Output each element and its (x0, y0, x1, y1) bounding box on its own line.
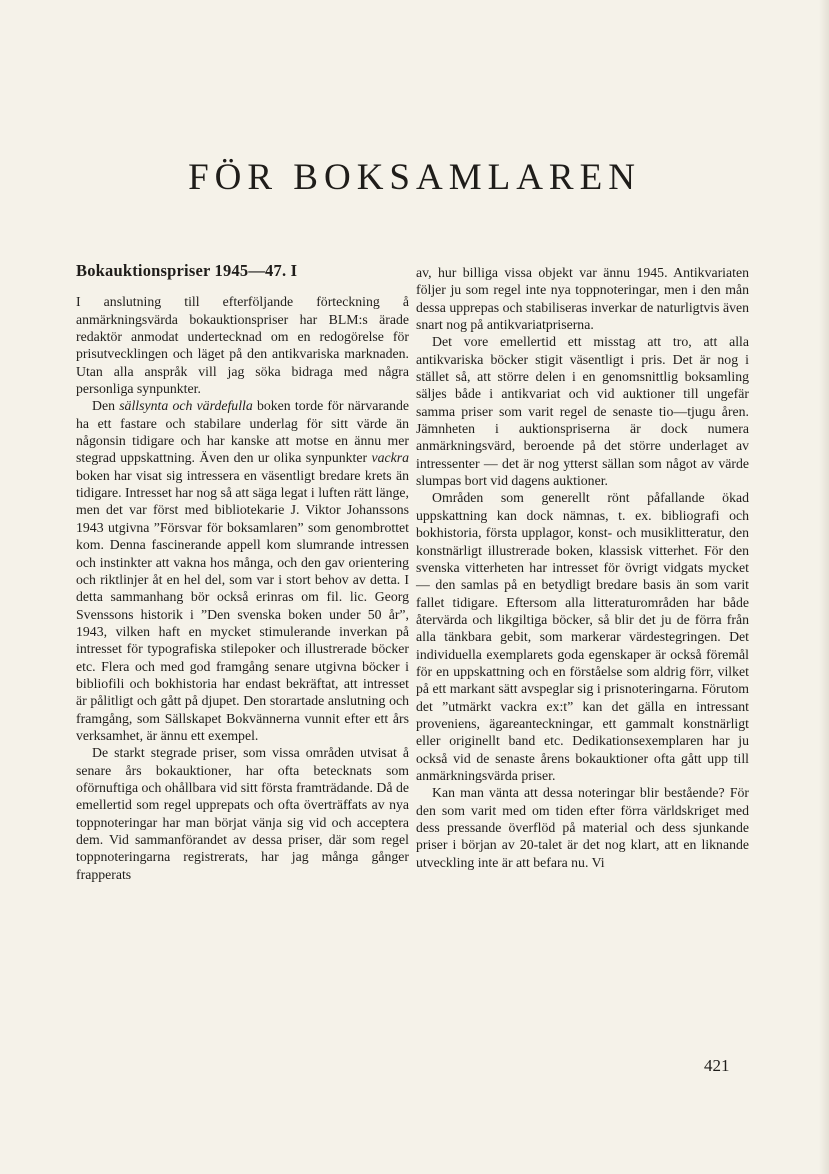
page-number: 421 (704, 1056, 730, 1075)
text-span: boken torde för närvarande ha ett fastare och stabilare underlag för sitt värde än någonsin tidigare och har kanske att motse en ännu mer stegrad uppskattning. Även den ur olika synpunkter (76, 398, 409, 466)
page-title: FÖR BOKSAMLAREN (188, 157, 641, 198)
italic-phrase: sällsynta och värdefulla (119, 398, 253, 414)
right-column (416, 264, 749, 871)
text-span: boken har visat sig intressera en väsentligt bredare krets än tidigare. Intresset har nog så att säga legat i luften rätt länge, men det var först med bibliotekarie J. Viktor Johanssons 1943 utgivna ”Försvar för boksamlaren” som genombrottet kom. Denna fascinerande appell kom slumrande intressen och instinkter att vakna hos många, och den gav orientering och riktlinjer åt en hel del, som var i stort behov av detta. I detta sammanhang bör också erinras om fil. lic. Georg Svenssons historik i ”Den svenska boken under 50 år”, 1943, vilken haft en mycket stimulerande inverkan på intresset för typografiska stilepoker och illustrerade böcker etc. Flera och med god framgång senare utgivna böcker i bibliofili och bokhistoria har endast bekräftat, att intresset är pålitligt och gått på djupet. Den storartade anslutning och framgång, som Sällskapet Bokvännerna vunnit efter ett års verksamhet, är ännu ett exempel. (76, 467, 409, 743)
paragraph-valuable-book (76, 397, 409, 744)
italic-phrase: vackra (371, 450, 409, 466)
article-heading: Bokauktionspriser 1945—47. I (76, 261, 298, 280)
paragraph-intro: I anslutning till efterföljande förteckning å anmärkningsvärda bokauktionspriser har BLM:s ärade redaktör anmodat undertecknad om en redogörelse för prisutvecklingen och läget på den antikvariska marknaden. Utan alla anspråk vill jag söka bidraga med några personliga synpunkter. (76, 294, 409, 397)
paragraph-areas: Områden som generellt rönt påfallande ökad uppskattning kan dock nämnas, t. ex. bibliografi och bokhistoria, första upplagor, konst- och musiklitteratur, den konstnärligt illustrerade boken, klassisk vitterhet. För den svenska vitterheten har intresset för övrigt vidgats mycket — den samlas på en betydligt bredare basis än som varit fallet tidigare. Eftersom alla litteraturområden har både återvärda och likgiltiga böcker, så blir det ju de förra från alla tänkbara gebit, som markerar värdestegringen. Det individuella exemplarets goda egenskaper är också föremål för en uppskattning och en förståelse som aldrig förr, vilket på ett markant sätt avspeglar sig i prisnoteringarna. Förutom det ”utmärkt vackra ex:t” kan det gälla en intressant proveniens, ägareanteckningar, ett gammalt konstnärligt eller originellt band etc. Dedikationsexemplaren har ju också vid de senaste årens bokauktioner ofta gått upp till anmärkningsvärda priser. (416, 490, 749, 783)
left-column (76, 262, 409, 883)
paragraph-misconception: Det vore emellertid ett misstag att tro, att alla antikvariska böcker stigit väsentligt i pris. Det är nog i stället så, att större delen i en genomsnittlig boksamling säljes både i antikvariat och vid auktioner till ungefär samma priser som varit regel de senaste tio—tjugu åren. Jämnheten i auktionspriserna är dock numera anmärkningsvärd, beroende på det större underlaget av intressenter — det är nog ytterst sällan som något av värde slumpas bort vid dagens auktioner. (416, 334, 749, 489)
paragraph-rising-prices: De starkt stegrade priser, som vissa områden utvisat å senare års bokauktioner, har ofta betecknats som oförnuftiga och ohållbara vid sitt första framträdande. Då de emellertid som regel upprepats och ofta överträffats av nya toppnoteringar har man börjat vänja sig vid och acceptera dem. Vid sammanförandet av dessa priser, där som regel toppnoteringarna registrerats, har jag många gånger frapperats (76, 745, 409, 882)
text-span: Den (92, 398, 120, 414)
paragraph-continuation: av, hur billiga vissa objekt var ännu 1945. Antikvariaten följer ju som regel inte nya toppnoteringar, men i den mån dessa upprepas och stabiliseras inverkar de naturligtvis även snart nog på antikvariatpriserna. (416, 265, 749, 333)
paragraph-outlook: Kan man vänta att dessa noteringar blir bestående? För den som varit med om tiden efter förra världskriget med dess pressande överflöd på material och dess sjunkande priser i början av 20-talet är det nog klart, att en liknande utveckling inte är att befara nu. Vi (416, 785, 749, 870)
